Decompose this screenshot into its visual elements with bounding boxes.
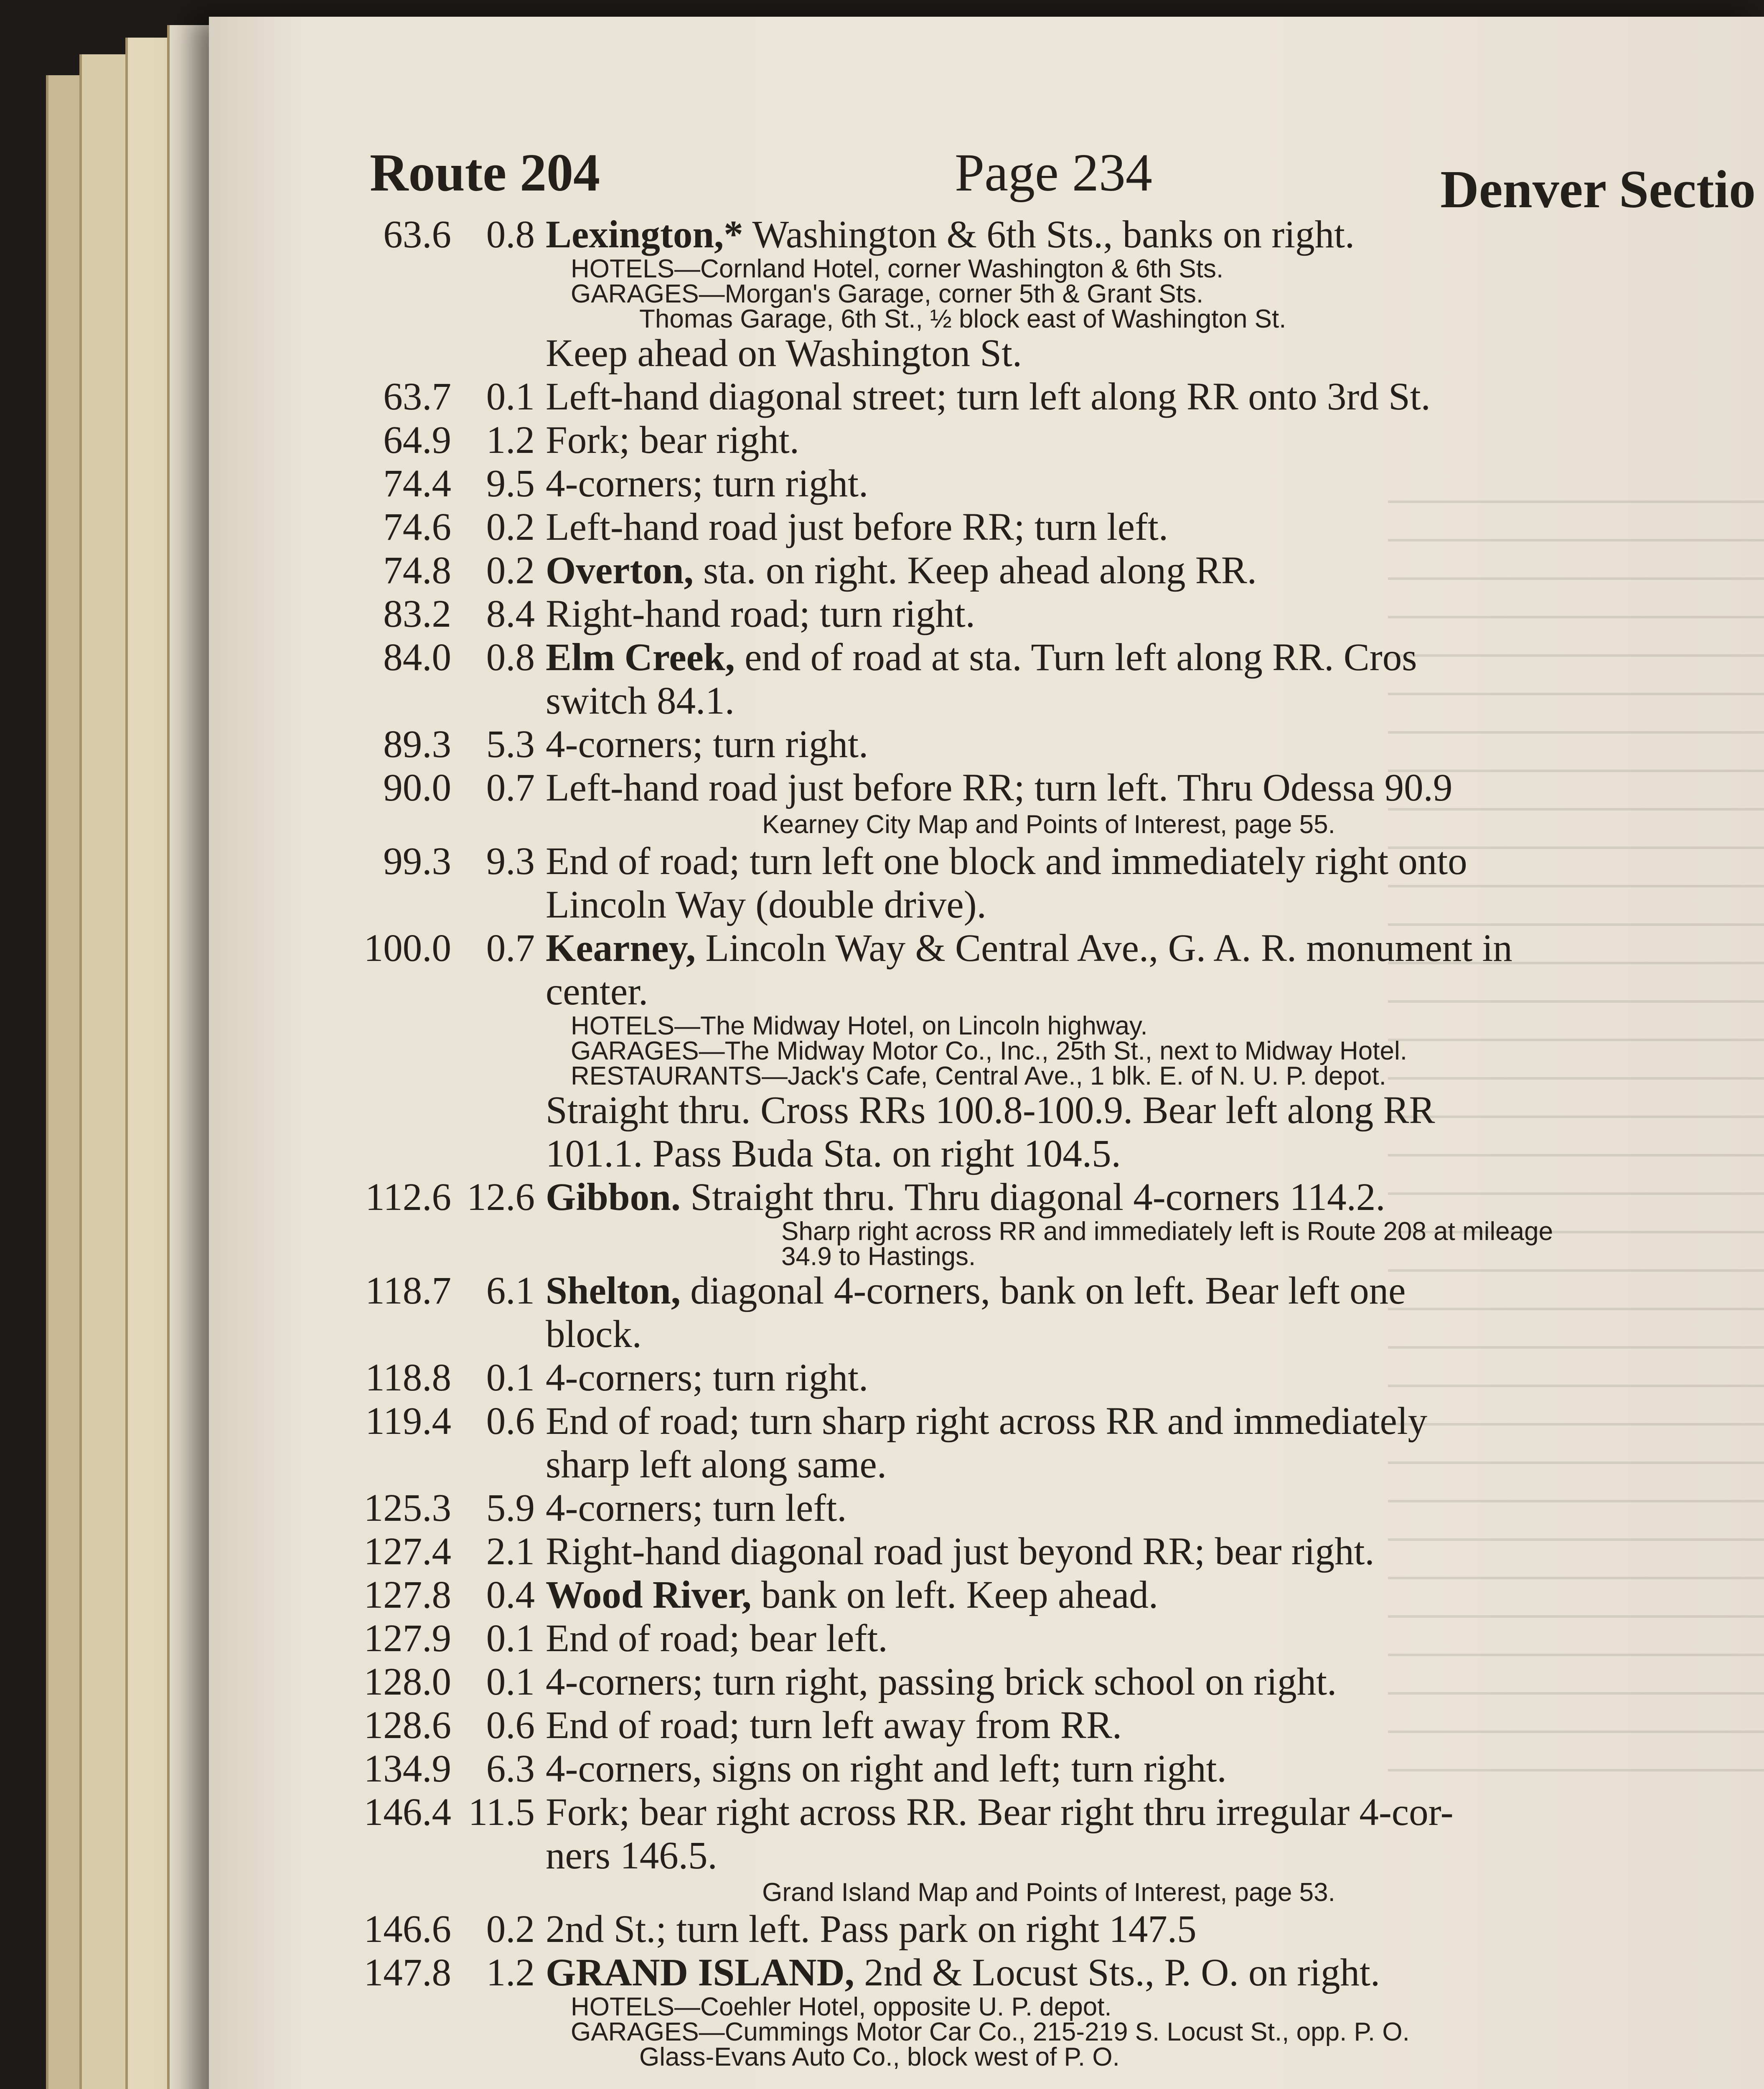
cumulative-mileage: 74.6 xyxy=(383,506,451,549)
incremental-mileage: 0.7 xyxy=(486,766,535,809)
direction-detail: diagonal 4-corners, bank on left. Bear left one xyxy=(681,1269,1406,1312)
cumulative-mileage: 63.7 xyxy=(383,375,451,418)
direction-text xyxy=(546,1660,1759,1704)
incremental-mileage: 12.6 xyxy=(467,1176,535,1219)
page-number: Page 234 xyxy=(955,143,1152,202)
service-listing: RESTAURANTS—Jack's Cafe, Central Ave., 1 blk. E. of N. U. P. depot. xyxy=(571,1062,1386,1090)
route-row xyxy=(338,1530,1759,1573)
direction-detail: 4-corners; turn right. xyxy=(546,723,869,766)
direction-text xyxy=(546,375,1759,419)
incremental-mileage: 9.3 xyxy=(486,840,535,883)
place-name: Overton, xyxy=(546,549,694,592)
incremental-mileage: 0.4 xyxy=(486,1573,535,1616)
route-row xyxy=(338,1176,1759,1219)
route-row xyxy=(338,1791,1759,1834)
cumulative-mileage: 118.8 xyxy=(365,1356,451,1399)
incremental-mileage: 6.3 xyxy=(486,1747,535,1790)
cumulative-mileage: 147.8 xyxy=(363,1951,451,1994)
incremental-mileage: 0.1 xyxy=(486,1617,535,1660)
route-row xyxy=(338,1356,1759,1400)
route-row xyxy=(338,1573,1759,1617)
place-name: GRAND ISLAND, xyxy=(546,1951,854,1994)
direction-detail: Lincoln Way & Central Ave., G. A. R. monument in xyxy=(696,927,1512,970)
direction-continuation: ners 146.5. xyxy=(546,1834,717,1877)
place-name: Gibbon. xyxy=(546,1176,681,1219)
incremental-mileage: 1.2 xyxy=(486,419,535,462)
cumulative-mileage: 125.3 xyxy=(363,1487,451,1530)
direction-detail: Right-hand diagonal road just beyond RR; bear right. xyxy=(546,1530,1375,1573)
cumulative-mileage: 146.6 xyxy=(363,1908,451,1951)
cumulative-mileage: 128.6 xyxy=(363,1704,451,1747)
direction-detail: sta. on right. Keep ahead along RR. xyxy=(693,549,1257,592)
direction-text xyxy=(546,1747,1759,1791)
page-header xyxy=(370,142,1764,219)
direction-detail: 2nd & Locust Sts., P. O. on right. xyxy=(854,1951,1380,1994)
map-reference: Grand Island Map and Points of Interest, page 53. xyxy=(762,1878,1335,1907)
incremental-mileage: 0.2 xyxy=(486,1908,535,1951)
direction-text xyxy=(546,723,1759,766)
route-row xyxy=(338,462,1759,506)
book-page xyxy=(209,17,1764,2089)
route-row xyxy=(338,1908,1759,1951)
direction-text xyxy=(546,213,1759,257)
incremental-mileage: 1.2 xyxy=(486,1951,535,1994)
direction-detail: Left-hand road just before RR; turn left. Thru Odessa 90.9 xyxy=(546,766,1453,809)
service-listing: HOTELS—The Midway Hotel, on Lincoln highway. xyxy=(571,1011,1148,1040)
route-row xyxy=(338,549,1759,592)
route-reference: Sharp right across RR and immediately left is Route 208 at mileage xyxy=(781,1217,1553,1246)
cumulative-mileage: 74.4 xyxy=(383,462,451,505)
direction-continuation: block. xyxy=(546,1313,642,1356)
section-name: Denver Sectio xyxy=(1440,160,1756,219)
incremental-mileage: 0.6 xyxy=(486,1400,535,1443)
direction-continuation: center. xyxy=(546,970,648,1013)
route-log xyxy=(338,213,1759,2070)
direction-detail: Left-hand road just before RR; turn left. xyxy=(546,506,1169,549)
direction-text xyxy=(546,1951,1759,1995)
direction-text xyxy=(546,1400,1759,1443)
service-listing: GARAGES—Cummings Motor Car Co., 215-219 S. Locust St., opp. P. O. xyxy=(571,2018,1410,2046)
direction-text xyxy=(546,766,1759,810)
route-row xyxy=(338,375,1759,419)
service-listing: Glass-Evans Auto Co., block west of P. O. xyxy=(639,2043,1120,2071)
direction-detail: End of road; turn left away from RR. xyxy=(546,1704,1122,1747)
cumulative-mileage: 99.3 xyxy=(383,840,451,883)
direction-text xyxy=(546,506,1759,549)
direction-detail: End of road; turn sharp right across RR and immediately xyxy=(546,1400,1428,1443)
direction-text xyxy=(546,1487,1759,1530)
incremental-mileage: 5.9 xyxy=(486,1487,535,1530)
route-row xyxy=(338,419,1759,462)
incremental-mileage: 0.8 xyxy=(486,213,535,256)
direction-detail: End of road; bear left. xyxy=(546,1617,888,1660)
direction-continuation: switch 84.1. xyxy=(546,679,735,722)
incremental-mileage: 0.6 xyxy=(486,1704,535,1747)
direction-text xyxy=(546,840,1759,883)
cumulative-mileage: 127.4 xyxy=(363,1530,451,1573)
direction-continuation: Keep ahead on Washington St. xyxy=(546,332,1022,375)
cumulative-mileage: 127.9 xyxy=(363,1617,451,1660)
route-number: Route 204 xyxy=(370,143,600,202)
direction-text xyxy=(546,1704,1759,1747)
cumulative-mileage: 146.4 xyxy=(363,1791,451,1834)
incremental-mileage: 6.1 xyxy=(486,1269,535,1312)
direction-detail: 4-corners; turn right, passing brick school on right. xyxy=(546,1660,1337,1703)
route-row xyxy=(338,1269,1759,1313)
cumulative-mileage: 64.9 xyxy=(383,419,451,462)
route-row xyxy=(338,1704,1759,1747)
direction-text xyxy=(546,1356,1759,1400)
place-name: Elm Creek, xyxy=(546,636,735,679)
map-reference: Kearney City Map and Points of Interest, page 55. xyxy=(762,810,1335,839)
cumulative-mileage: 127.8 xyxy=(363,1573,451,1616)
cumulative-mileage: 100.0 xyxy=(363,927,451,970)
route-row xyxy=(338,1617,1759,1660)
direction-detail: 2nd St.; turn left. Pass park on right 147.5 xyxy=(546,1908,1197,1951)
direction-continuation: sharp left along same. xyxy=(546,1443,887,1486)
direction-detail: 4-corners; turn right. xyxy=(546,1356,869,1399)
incremental-mileage: 0.2 xyxy=(486,549,535,592)
route-row xyxy=(338,213,1759,257)
direction-detail: Right-hand road; turn right. xyxy=(546,592,975,635)
incremental-mileage: 0.1 xyxy=(486,1356,535,1399)
direction-detail: 4-corners, signs on right and left; turn right. xyxy=(546,1747,1227,1790)
direction-detail: end of road at sta. Turn left along RR. Cros xyxy=(735,636,1417,679)
route-reference: 34.9 to Hastings. xyxy=(781,1242,976,1271)
route-row xyxy=(338,1487,1759,1530)
direction-continuation: 101.1. Pass Buda Sta. on right 104.5. xyxy=(546,1132,1121,1175)
direction-text xyxy=(546,1269,1759,1313)
incremental-mileage: 8.4 xyxy=(486,592,535,635)
route-row xyxy=(338,766,1759,810)
route-row xyxy=(338,1747,1759,1791)
direction-text xyxy=(546,549,1759,592)
cumulative-mileage: 83.2 xyxy=(383,592,451,635)
direction-detail: 4-corners; turn left. xyxy=(546,1487,847,1530)
direction-detail: Fork; bear right across RR. Bear right thru irregular 4-cor- xyxy=(546,1791,1454,1834)
incremental-mileage: 11.5 xyxy=(468,1791,535,1834)
direction-detail: Left-hand diagonal street; turn left along RR onto 3rd St. xyxy=(546,375,1431,418)
place-name: Kearney, xyxy=(546,927,696,970)
cumulative-mileage: 90.0 xyxy=(383,766,451,809)
direction-continuation: Lincoln Way (double drive). xyxy=(546,883,986,926)
route-row xyxy=(338,927,1759,970)
route-row xyxy=(338,592,1759,636)
direction-text xyxy=(546,1908,1759,1951)
cumulative-mileage: 118.7 xyxy=(365,1269,451,1312)
direction-text xyxy=(546,1530,1759,1573)
service-listing: HOTELS—Coehler Hotel, opposite U. P. depot. xyxy=(571,1992,1112,2021)
incremental-mileage: 0.1 xyxy=(486,1660,535,1703)
cumulative-mileage: 89.3 xyxy=(383,723,451,766)
direction-text xyxy=(546,1176,1759,1219)
route-row xyxy=(338,1951,1759,1995)
place-name: Lexington,* xyxy=(546,213,743,256)
cumulative-mileage: 112.6 xyxy=(365,1176,451,1219)
cumulative-mileage: 63.6 xyxy=(383,213,451,256)
direction-text xyxy=(546,1791,1759,1834)
service-listing: HOTELS—Cornland Hotel, corner Washington & 6th Sts. xyxy=(571,254,1224,283)
cumulative-mileage: 134.9 xyxy=(363,1747,451,1790)
cumulative-mileage: 128.0 xyxy=(363,1660,451,1703)
direction-detail: Straight thru. Thru diagonal 4-corners 114.2. xyxy=(681,1176,1385,1219)
direction-detail: Washington & 6th Sts., banks on right. xyxy=(743,213,1355,256)
direction-text xyxy=(546,1617,1759,1660)
incremental-mileage: 0.1 xyxy=(486,375,535,418)
direction-text xyxy=(546,636,1759,679)
incremental-mileage: 0.2 xyxy=(486,506,535,549)
direction-detail: Fork; bear right. xyxy=(546,419,799,462)
direction-detail: End of road; turn left one block and immediately right onto xyxy=(546,840,1467,883)
place-name: Wood River, xyxy=(546,1573,752,1616)
cumulative-mileage: 119.4 xyxy=(365,1400,451,1443)
incremental-mileage: 0.8 xyxy=(486,636,535,679)
incremental-mileage: 5.3 xyxy=(486,723,535,766)
incremental-mileage: 2.1 xyxy=(486,1530,535,1573)
route-row xyxy=(338,840,1759,883)
route-row xyxy=(338,723,1759,766)
route-row xyxy=(338,1660,1759,1704)
direction-text xyxy=(546,462,1759,506)
route-row xyxy=(338,1400,1759,1443)
direction-text xyxy=(546,419,1759,462)
cumulative-mileage: 84.0 xyxy=(383,636,451,679)
route-row xyxy=(338,506,1759,549)
cumulative-mileage: 74.8 xyxy=(383,549,451,592)
incremental-mileage: 9.5 xyxy=(486,462,535,505)
direction-text xyxy=(546,592,1759,636)
direction-detail: 4-corners; turn right. xyxy=(546,462,869,505)
direction-text xyxy=(546,927,1759,970)
direction-continuation: Straight thru. Cross RRs 100.8-100.9. Bear left along RR xyxy=(546,1089,1435,1132)
incremental-mileage: 0.7 xyxy=(486,927,535,970)
service-listing: GARAGES—Morgan's Garage, corner 5th & Grant Sts. xyxy=(571,280,1204,308)
direction-text xyxy=(546,1573,1759,1617)
service-listing: Thomas Garage, 6th St., ½ block east of Washington St. xyxy=(639,305,1286,333)
service-listing: GARAGES—The Midway Motor Co., Inc., 25th St., next to Midway Hotel. xyxy=(571,1037,1407,1065)
place-name: Shelton, xyxy=(546,1269,681,1312)
direction-detail: bank on left. Keep ahead. xyxy=(751,1573,1159,1616)
route-row xyxy=(338,636,1759,679)
